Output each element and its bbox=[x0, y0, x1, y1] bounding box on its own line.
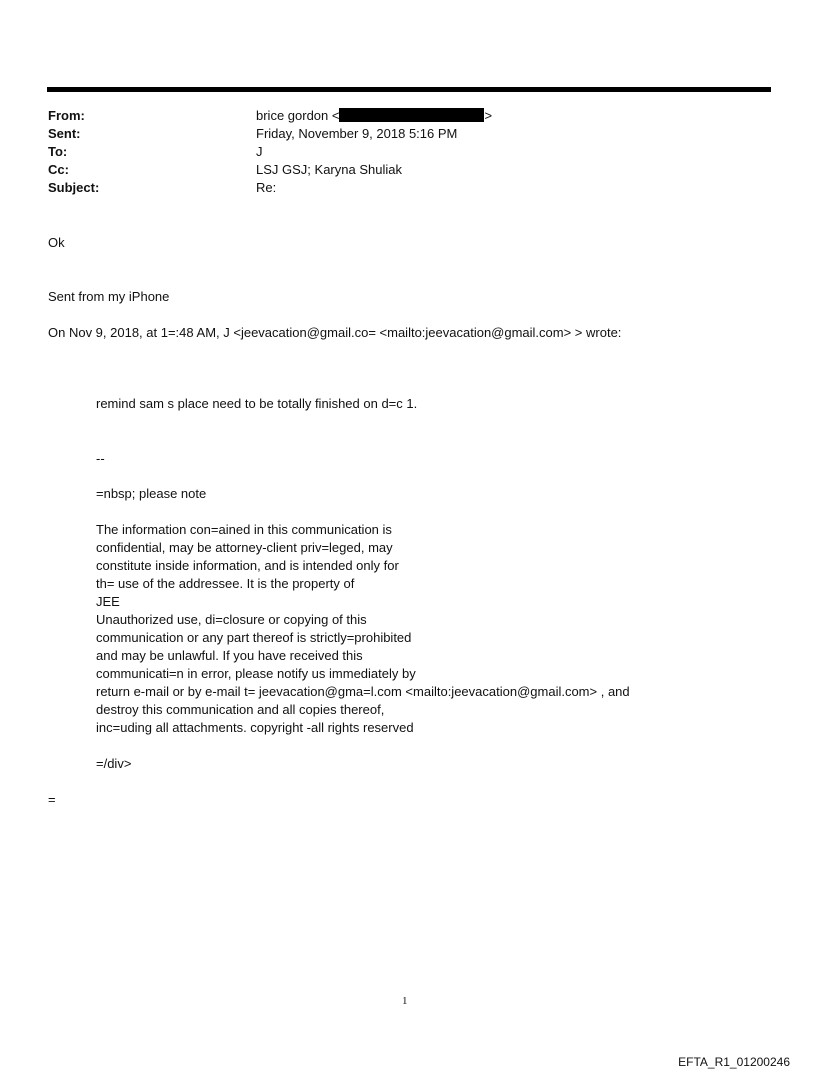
from-name: brice gordon < bbox=[256, 108, 340, 123]
subject-value: Re: bbox=[256, 180, 277, 195]
header-rule bbox=[47, 87, 771, 92]
notice-line: communication or any part thereof is strictly=prohibited bbox=[96, 630, 412, 645]
to-value: J bbox=[256, 144, 263, 159]
redaction-block bbox=[339, 108, 484, 122]
to-label: To: bbox=[48, 144, 68, 159]
notice-line: return e-mail or by e-mail t= jeevacation@gma=l.com <mailto:jeevacation@gmail.com> , and bbox=[96, 684, 630, 699]
notice-line: Unauthorized use, di=closure or copying of this bbox=[96, 612, 367, 627]
separator-text: -- bbox=[96, 451, 105, 466]
cc-value: LSJ GSJ; Karyna Shuliak bbox=[256, 162, 402, 177]
div-close-text: =/div> bbox=[96, 756, 132, 771]
notice-line: The information con=ained in this communication is bbox=[96, 522, 392, 537]
nbsp-line: =nbsp; please note bbox=[96, 486, 207, 501]
notice-line: destroy this communication and all copies thereof, bbox=[96, 702, 385, 717]
cc-label: Cc: bbox=[48, 162, 69, 177]
page-number: 1 bbox=[402, 995, 408, 1007]
notice-line: constitute inside information, and is intended only for bbox=[96, 558, 399, 573]
sent-value: Friday, November 9, 2018 5:16 PM bbox=[256, 126, 458, 141]
sent-label: Sent: bbox=[48, 126, 81, 141]
quote-header: On Nov 9, 2018, at 1=:48 AM, J <jeevacation@gmail.co= <mailto:jeevacation@gmail.com> > wrote: bbox=[48, 325, 622, 340]
signature-text: Sent from my iPhone bbox=[48, 289, 170, 304]
notice-line: and may be unlawful. If you have received this bbox=[96, 648, 363, 663]
bates-number: EFTA_R1_01200246 bbox=[678, 1055, 790, 1069]
trailing-text: = bbox=[48, 792, 56, 807]
notice-line: confidential, may be attorney-client priv=leged, may bbox=[96, 540, 393, 555]
subject-label: Subject: bbox=[48, 180, 100, 195]
reply-text: Ok bbox=[48, 235, 65, 250]
from-label: From: bbox=[48, 108, 85, 123]
notice-line: inc=uding all attachments. copyright -all rights reserved bbox=[96, 720, 414, 735]
from-value bbox=[256, 107, 492, 125]
quoted-message: remind sam s place need to be totally finished on d=c 1. bbox=[96, 396, 418, 411]
notice-line: communicati=n in error, please notify us immediately by bbox=[96, 666, 416, 681]
notice-line: th= use of the addressee. It is the property of bbox=[96, 576, 355, 591]
confidentiality-notice bbox=[96, 521, 630, 737]
notice-line: JEE bbox=[96, 594, 120, 609]
from-end: > bbox=[484, 108, 493, 123]
